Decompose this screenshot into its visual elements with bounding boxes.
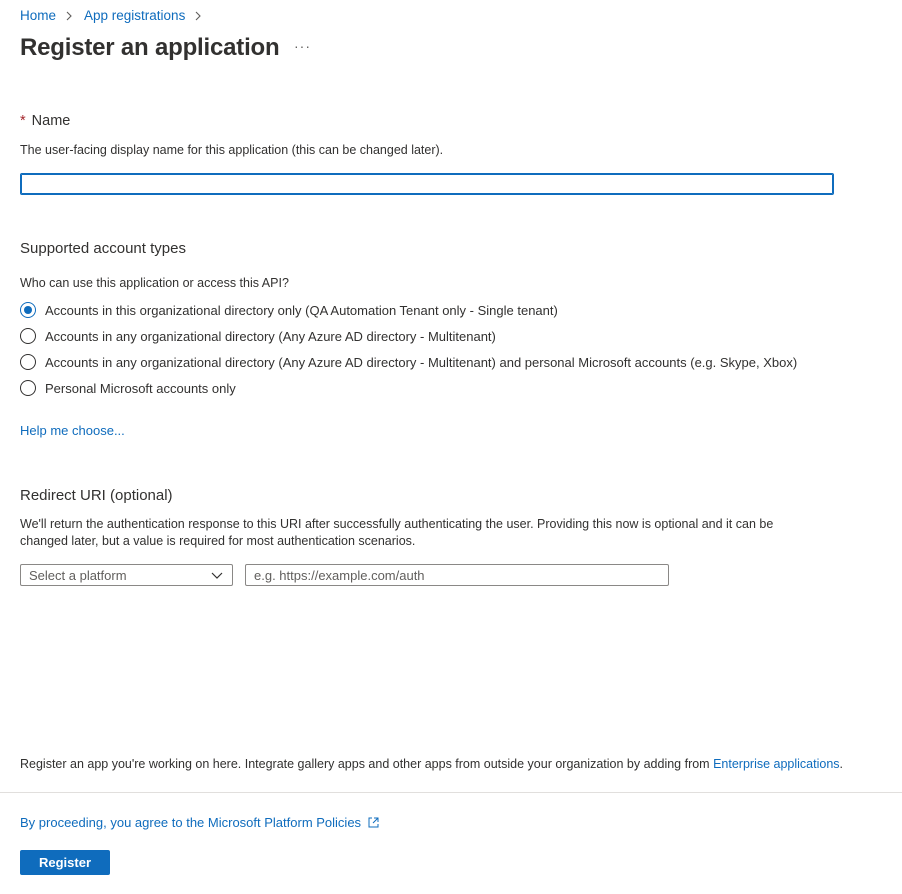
help-me-choose-link[interactable]: Help me choose... [20,423,125,438]
register-note-suffix: . [839,757,844,771]
footer-divider [0,792,902,793]
register-note-text: Register an app you're working on here. Integrate gallery apps and other apps from outside your organization by adding from [20,757,714,771]
name-description: The user-facing display name for this application (this can be changed later). [20,143,444,157]
radio-button[interactable] [20,354,36,370]
radio-button-checked[interactable] [20,302,36,318]
name-label-row [20,113,70,129]
redirect-uri-heading: Redirect URI (optional) [20,487,173,504]
account-types-heading: Supported account types [20,240,186,257]
chevron-right-icon [62,9,76,23]
platform-policies-row[interactable] [20,815,380,830]
account-type-option-multitenant-personal[interactable] [20,354,797,370]
breadcrumb [20,8,213,23]
chevron-right-icon [191,9,205,23]
enterprise-applications-link[interactable]: Enterprise applications [713,757,840,771]
redirect-uri-description: We'll return the authentication response to this URI after successfully authenticating the user. Providing this now is optional and it can be changed later, but a value is required for most authentication scenarios. [20,517,774,548]
platform-policies-link[interactable]: By proceeding, you agree to the Microsoft Platform Policies [20,815,362,830]
name-input[interactable] [20,173,834,195]
radio-label: Accounts in any organizational directory (Any Azure AD directory - Multitenant) [45,328,496,344]
more-options-icon[interactable]: ··· [294,38,311,54]
radio-label: Accounts in any organizational directory (Any Azure AD directory - Multitenant) and personal Microsoft accounts (e.g. Skype, Xbox) [45,354,798,370]
platform-select-value: Select a platform [29,567,127,583]
radio-label: Accounts in this organizational directory only (QA Automation Tenant only - Single tenant) [45,302,558,318]
chevron-down-icon [210,568,224,582]
page-title: Register an application [20,34,280,61]
account-types-question: Who can use this application or access this API? [20,276,289,290]
account-type-option-single-tenant[interactable] [20,302,558,318]
account-type-option-personal-only[interactable] [20,380,236,396]
platform-select[interactable] [20,564,233,586]
account-type-option-multitenant[interactable] [20,328,496,344]
external-link-icon [367,816,380,829]
register-button[interactable]: Register [20,850,110,875]
radio-label: Personal Microsoft accounts only [45,380,236,396]
register-note [20,757,843,771]
name-label: Name [31,113,71,129]
radio-button[interactable] [20,328,36,344]
radio-button[interactable] [20,380,36,396]
breadcrumb-home-link[interactable]: Home [20,8,57,23]
required-mark: * [20,113,26,129]
breadcrumb-app-registrations-link[interactable]: App registrations [84,8,186,23]
redirect-uri-input[interactable] [245,564,669,586]
